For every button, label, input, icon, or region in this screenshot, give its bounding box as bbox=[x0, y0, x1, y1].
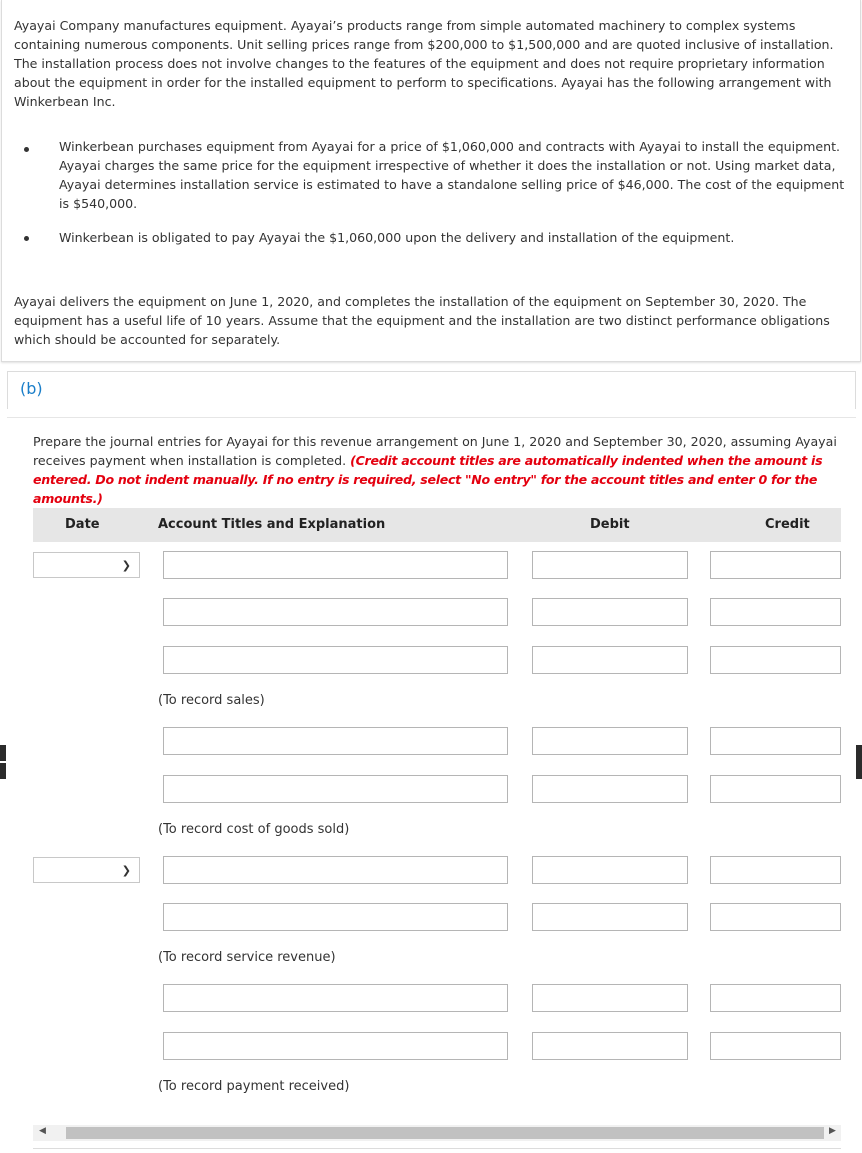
credit-input-4[interactable] bbox=[710, 727, 841, 755]
bullet-item-1: Winkerbean purchases equipment from Ayayai for a price of $1,060,000 and contracts with Ayayai to install the equipment. Ayayai charges the same price for the equipment irrespective of whether it does the installation or not. Using market data, Ayayai determines installation service is estimated to have a standalone selling price of $46,000. The cost of the equipment is $540,000. bbox=[59, 139, 845, 211]
date-select-2[interactable] bbox=[33, 857, 140, 883]
date-select-1[interactable] bbox=[33, 552, 140, 578]
credit-input-1[interactable] bbox=[710, 551, 841, 579]
account-input-7[interactable] bbox=[163, 903, 508, 931]
credit-input-5[interactable] bbox=[710, 775, 841, 803]
part-b-header bbox=[7, 371, 856, 409]
bullet-dot-1 bbox=[24, 147, 29, 152]
header-debit: Debit bbox=[590, 517, 630, 532]
credit-input-3[interactable] bbox=[710, 646, 841, 674]
explanation-service-revenue: (To record service revenue) bbox=[158, 950, 336, 965]
instructions-text: Prepare the journal entries for Ayayai for this revenue arrangement on June 1, 2020 and September 30, 2020, assuming Ayayai receives payment when installation is completed. bbox=[33, 434, 837, 468]
debit-input-1[interactable] bbox=[532, 551, 688, 579]
account-input-2[interactable] bbox=[163, 598, 508, 626]
account-input-9[interactable] bbox=[163, 1032, 508, 1060]
chevron-down-icon: ❯ bbox=[121, 864, 131, 877]
account-input-1[interactable] bbox=[163, 551, 508, 579]
horizontal-scrollbar[interactable] bbox=[33, 1125, 841, 1141]
debit-input-4[interactable] bbox=[532, 727, 688, 755]
explanation-sales: (To record sales) bbox=[158, 693, 265, 708]
bullet-item-2: Winkerbean is obligated to pay Ayayai the $1,060,000 upon the delivery and installation of the equipment. bbox=[59, 230, 735, 245]
account-input-8[interactable] bbox=[163, 984, 508, 1012]
scroll-thumb[interactable] bbox=[66, 1127, 824, 1139]
header-account: Account Titles and Explanation bbox=[158, 517, 386, 532]
problem-intro: Ayayai Company manufactures equipment. Ayayai’s products range from simple automated machinery to complex systems containing numerous components. Unit selling prices range from $200,000 to $1,500,000 and are quoted inclusive of installation. The installation process does not involve changes to the features of the equipment and does not require proprietary information about the equipment in order for the installed equipment to perform to specifications. Ayayai has the following arrangement with Winkerbean Inc. bbox=[14, 18, 834, 109]
bullet-dot-2 bbox=[24, 236, 29, 241]
header-date: Date bbox=[65, 517, 100, 532]
scroll-right-arrow-icon[interactable]: ▶ bbox=[829, 1126, 836, 1136]
left-panel-handle[interactable] bbox=[0, 745, 6, 779]
journal-table-header bbox=[33, 508, 841, 542]
credit-input-7[interactable] bbox=[710, 903, 841, 931]
debit-input-5[interactable] bbox=[532, 775, 688, 803]
scroll-left-arrow-icon[interactable]: ◀ bbox=[39, 1126, 46, 1136]
right-panel-handle[interactable] bbox=[856, 745, 862, 779]
credit-input-8[interactable] bbox=[710, 984, 841, 1012]
account-input-3[interactable] bbox=[163, 646, 508, 674]
debit-input-9[interactable] bbox=[532, 1032, 688, 1060]
debit-input-2[interactable] bbox=[532, 598, 688, 626]
account-input-4[interactable] bbox=[163, 727, 508, 755]
debit-input-3[interactable] bbox=[532, 646, 688, 674]
credit-input-6[interactable] bbox=[710, 856, 841, 884]
credit-input-9[interactable] bbox=[710, 1032, 841, 1060]
header-credit: Credit bbox=[765, 517, 810, 532]
account-input-6[interactable] bbox=[163, 856, 508, 884]
part-label: (b) bbox=[20, 379, 43, 398]
explanation-cogs: (To record cost of goods sold) bbox=[158, 822, 350, 837]
credit-input-2[interactable] bbox=[710, 598, 841, 626]
chevron-down-icon: ❯ bbox=[121, 559, 131, 572]
table-bottom-divider bbox=[33, 1148, 841, 1149]
explanation-payment-received: (To record payment received) bbox=[158, 1079, 350, 1094]
debit-input-7[interactable] bbox=[532, 903, 688, 931]
debit-input-6[interactable] bbox=[532, 856, 688, 884]
instructions bbox=[33, 432, 843, 508]
account-input-5[interactable] bbox=[163, 775, 508, 803]
problem-closing: Ayayai delivers the equipment on June 1, 2020, and completes the installation of the equipment on September 30, 2020. The equipment has a useful life of 10 years. Assume that the equipment and the installation are two distinct performance obligations which should be accounted for separately. bbox=[14, 294, 830, 347]
debit-input-8[interactable] bbox=[532, 984, 688, 1012]
instructions-note: (Credit account titles are automatically indented when the amount is entered. Do not indent manually. If no entry is required, select "No entry" for the account titles and enter 0 for the amounts.) bbox=[33, 453, 823, 506]
